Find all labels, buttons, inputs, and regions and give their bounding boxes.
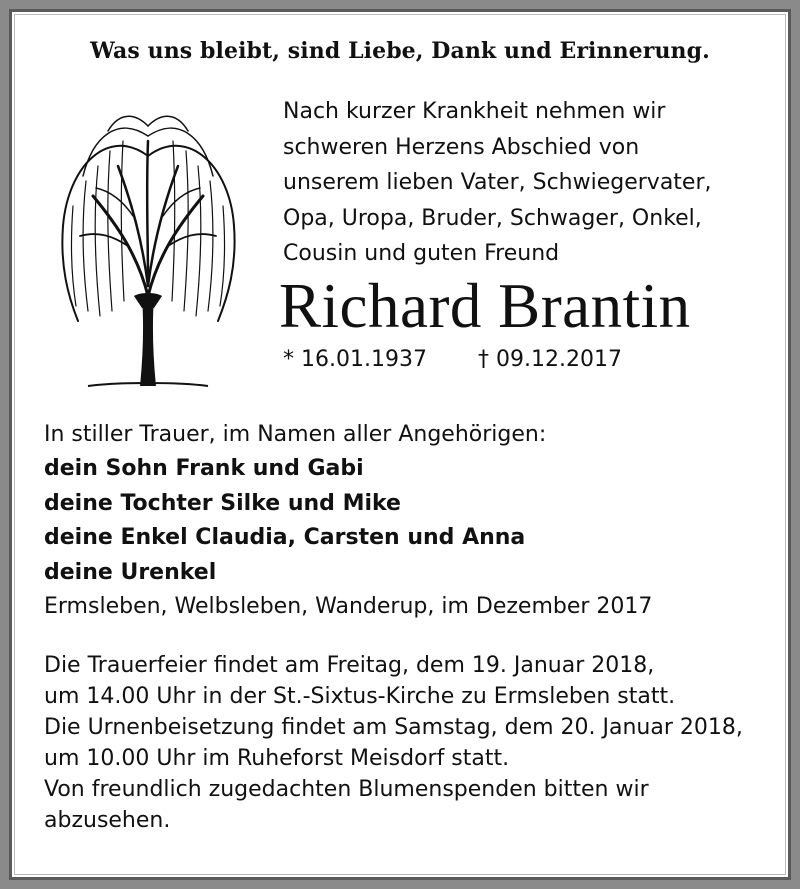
death-date: † 09.12.2017 [478,347,622,372]
intro-line: schweren Herzens Abschied von [283,134,640,160]
details-line: abzusehen. [44,808,171,833]
relative-line: deine Urenkel [44,559,217,585]
place-date: Ermsleben, Welbsleben, Wanderup, im Dezember 2017 [44,594,653,619]
mourners-intro: In stiller Trauer, im Namen aller Angehörigen: [44,422,547,447]
relative-line: dein Sohn Frank und Gabi [44,456,364,482]
intro-line: Opa, Uropa, Bruder, Schwager, Onkel, [283,205,702,231]
funeral-details [44,650,774,836]
details-line: um 14.00 Uhr in der St.-Sixtus-Kirche zu Ermsleben statt. [44,684,676,709]
details-line: um 10.00 Uhr im Ruheforst Meisdorf statt. [44,746,510,771]
intro-line: Nach kurzer Krankheit nehmen wir [283,99,666,124]
motto-heading: Was uns bleibt, sind Liebe, Dank und Erinnerung. [90,38,710,64]
mourners-block [44,418,764,590]
details-line: Die Urnenbeisetzung findet am Samstag, dem 20. Januar 2018, [44,715,743,740]
details-line: Die Trauerfeier findet am Freitag, dem 19. Januar 2018, [44,653,655,678]
relative-line: deine Enkel Claudia, Carsten und Anna [44,525,526,551]
intro-text [283,94,773,272]
details-line: Von freundlich zugedachten Blumenspenden bitten wir [44,777,649,802]
intro-line: Cousin und guten Freund [283,241,560,267]
intro-line: unserem lieben Vater, Schwiegervater, [283,170,712,196]
deceased-name: Richard Brantin [279,271,691,341]
birth-date: * 16.01.1937 [283,347,427,372]
relative-line: deine Tochter Silke und Mike [44,490,401,516]
willow-tree-icon [48,96,248,391]
